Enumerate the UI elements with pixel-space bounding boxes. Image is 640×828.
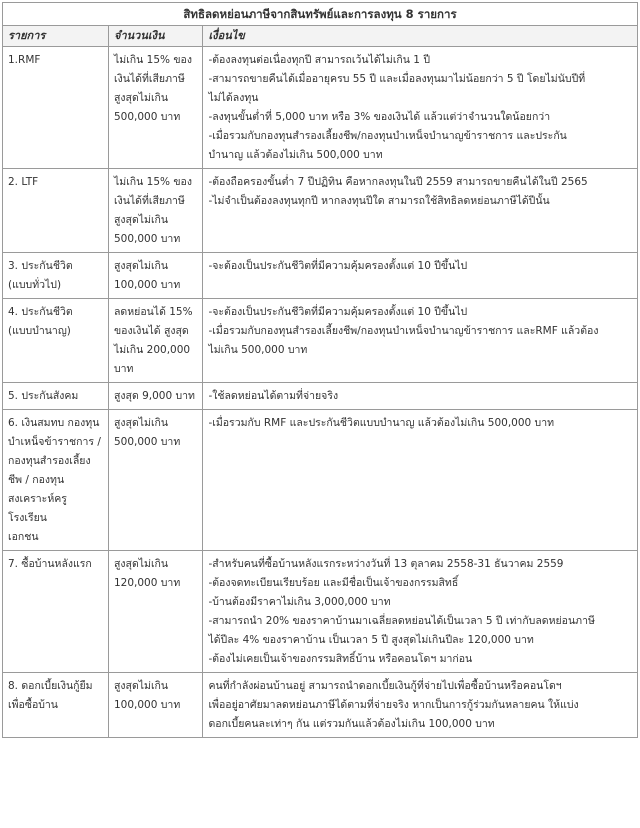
condition-line: -สามารถนำ 20% ของราคาบ้านมาเฉลี่ยลดหย่อนได้เป็นเวลา 5 ปี เท่ากับลดหย่อนภาษี (208, 615, 595, 627)
condition-line: ได้ปีละ 4% ของราคาบ้าน เป็นเวลา 5 ปี สูงสุดไม่เกินปีละ 120,000 บาท (208, 634, 534, 646)
condition-line: -จะต้องเป็นประกันชีวิตที่มีความคุ้มครองตั้งแต่ 10 ปีขึ้นไป (208, 260, 468, 272)
condition-line: -ต้องถือครองขั้นต่ำ 7 ปีปฏิทิน คือหากลงทุนในปี 2559 สามารถขายคืนได้ในปี 2565 (208, 176, 588, 188)
amount-line: 500,000 บาท (114, 436, 181, 448)
item-cell (3, 299, 109, 383)
amount-line: 100,000 บาท (114, 279, 181, 291)
amount-line: บาท (114, 363, 134, 375)
condition-cell (203, 383, 638, 410)
amount-line: 120,000 บาท (114, 577, 181, 589)
amount-cell (109, 410, 203, 551)
deduction-table (2, 2, 638, 738)
item-line: (แบบบำนาญ) (8, 325, 71, 337)
amount-cell (109, 551, 203, 673)
condition-line: บำนาญ แล้วต้องไม่เกิน 500,000 บาท (208, 149, 383, 161)
amount-line: 100,000 บาท (114, 699, 181, 711)
condition-line: -ลงทุนขั้นต่ำที่ 5,000 บาท หรือ 3% ของเงินได้ แล้วแต่ว่าจำนวนใดน้อยกว่า (208, 111, 551, 123)
condition-line: ไม่เกิน 500,000 บาท (208, 344, 308, 356)
item-line: 2. LTF (8, 176, 39, 188)
amount-line: 500,000 บาท (114, 233, 181, 245)
amount-cell (109, 299, 203, 383)
condition-line: -จะต้องเป็นประกันชีวิตที่มีความคุ้มครองตั้งแต่ 10 ปีขึ้นไป (208, 306, 468, 318)
amount-line: เงินได้ที่เสียภาษี (114, 195, 185, 207)
table-title: สิทธิลดหย่อนภาษีจากสินทรัพย์และการลงทุน 8 รายการ (3, 3, 638, 26)
column-header-amount: จำนวนเงิน (109, 26, 203, 47)
item-line: 4. ประกันชีวิต (8, 306, 73, 318)
amount-cell (109, 673, 203, 738)
item-cell (3, 551, 109, 673)
condition-cell (203, 551, 638, 673)
amount-cell (109, 47, 203, 169)
item-cell (3, 47, 109, 169)
amount-cell (109, 383, 203, 410)
condition-cell (203, 299, 638, 383)
table-row (3, 410, 638, 551)
amount-line: สูงสุด 9,000 บาท (114, 390, 195, 402)
condition-cell (203, 253, 638, 299)
condition-line: -ต้องจดทะเบียนเรียบร้อย และมีชื่อเป็นเจ้าของกรรมสิทธิ์ (208, 577, 459, 589)
condition-line: -สามารถขายคืนได้เมื่ออายุครบ 55 ปี และเมื่อลงทุนมาไม่น้อยกว่า 5 ปี โดยไม่นับปีที่ (208, 73, 586, 85)
condition-line: -เมื่อรวมกับกองทุนสำรองเลี้ยงชีพ/กองทุนบำเหน็จบำนาญข้าราชการ และประกัน (208, 130, 567, 142)
item-cell (3, 383, 109, 410)
item-line: 3. ประกันชีวิต (8, 260, 73, 272)
item-line: ชีพ / กองทุน (8, 474, 65, 486)
condition-line: -ใช้ลดหย่อนได้ตามที่จ่ายจริง (208, 390, 339, 402)
condition-line: -ไม่จำเป็นต้องลงทุนทุกปี หากลงทุนปีใด สามารถใช้สิทธิลดหย่อนภาษีได้ปีนั้น (208, 195, 550, 207)
item-line: สงเคราะห์ครูโรงเรียน (8, 493, 67, 524)
item-cell (3, 253, 109, 299)
table-row (3, 299, 638, 383)
table-row (3, 47, 638, 169)
amount-line: สูงสุดไม่เกิน (114, 92, 169, 104)
condition-cell (203, 673, 638, 738)
condition-line: -ต้องไม่เคยเป็นเจ้าของกรรมสิทธิ์บ้าน หรือคอนโดฯ มาก่อน (208, 653, 473, 665)
condition-line: คนที่กำลังผ่อนบ้านอยู่ สามารถนำดอกเบี้ยเงินกู้ที่จ่ายไปเพื่อซื้อบ้านหรือคอนโดฯ (208, 680, 562, 692)
table-row (3, 673, 638, 738)
table-row (3, 169, 638, 253)
amount-line: 500,000 บาท (114, 111, 181, 123)
condition-cell (203, 169, 638, 253)
item-line: 7. ซื้อบ้านหลังแรก (8, 558, 92, 570)
condition-line: เพื่ออยู่อาศัยมาลดหย่อนภาษีได้ตามที่จ่ายจริง หากเป็นการกู้ร่วมกันหลายคน ให้แบ่ง (208, 699, 579, 711)
deduction-table-container (2, 2, 638, 738)
item-line: 8. ดอกเบี้ยเงินกู้ยืม (8, 680, 93, 692)
amount-line: สูงสุดไม่เกิน (114, 260, 169, 272)
condition-line: -ต้องลงทุนต่อเนื่องทุกปี สามารถเว้นได้ไม่เกิน 1 ปี (208, 54, 430, 66)
amount-line: ลดหย่อนได้ 15% (114, 306, 193, 318)
condition-cell (203, 410, 638, 551)
item-line: กองทุนสำรองเลี้ยง (8, 455, 91, 467)
amount-line: สูงสุดไม่เกิน (114, 417, 169, 429)
condition-line: ดอกเบี้ยคนละเท่าๆ กัน แต่รวมกันแล้วต้องไม่เกิน 100,000 บาท (208, 718, 495, 730)
column-header-item: รายการ (3, 26, 109, 47)
amount-line: สูงสุดไม่เกิน (114, 214, 169, 226)
item-line: เอกชน (8, 531, 39, 543)
table-row (3, 551, 638, 673)
amount-line: สูงสุดไม่เกิน (114, 558, 169, 570)
amount-line: ของเงินได้ สูงสุด (114, 325, 189, 337)
amount-line: ไม่เกิน 15% ของ (114, 176, 192, 188)
amount-line: ไม่เกิน 200,000 (114, 344, 191, 356)
item-line: เพื่อซื้อบ้าน (8, 699, 58, 711)
condition-cell (203, 47, 638, 169)
item-line: (แบบทั่วไป) (8, 279, 62, 291)
item-line: 1.RMF (8, 54, 41, 66)
item-cell (3, 673, 109, 738)
amount-line: สูงสุดไม่เกิน (114, 680, 169, 692)
condition-line: -เมื่อรวมกับ RMF และประกันชีวิตแบบบำนาญ แล้วต้องไม่เกิน 500,000 บาท (208, 417, 555, 429)
amount-cell (109, 169, 203, 253)
table-row (3, 253, 638, 299)
condition-line: -สำหรับคนที่ซื้อบ้านหลังแรกระหว่างวันที่ 13 ตุลาคม 2558-31 ธันวาคม 2559 (208, 558, 564, 570)
amount-cell (109, 253, 203, 299)
condition-line: ไม่ได้ลงทุน (208, 92, 259, 104)
item-cell (3, 169, 109, 253)
item-line: บำเหน็จข้าราชการ / (8, 436, 101, 448)
item-line: 5. ประกันสังคม (8, 390, 79, 402)
item-line: 6. เงินสมทบ กองทุน (8, 417, 100, 429)
condition-line: -เมื่อรวมกับกองทุนสำรองเลี้ยงชีพ/กองทุนบำเหน็จบำนาญข้าราชการ และRMF แล้วต้อง (208, 325, 599, 337)
column-header-condition: เงื่อนไข (203, 26, 638, 47)
condition-line: -บ้านต้องมีราคาไม่เกิน 3,000,000 บาท (208, 596, 391, 608)
amount-line: ไม่เกิน 15% ของ (114, 54, 192, 66)
table-row (3, 383, 638, 410)
amount-line: เงินได้ที่เสียภาษี (114, 73, 185, 85)
item-cell (3, 410, 109, 551)
